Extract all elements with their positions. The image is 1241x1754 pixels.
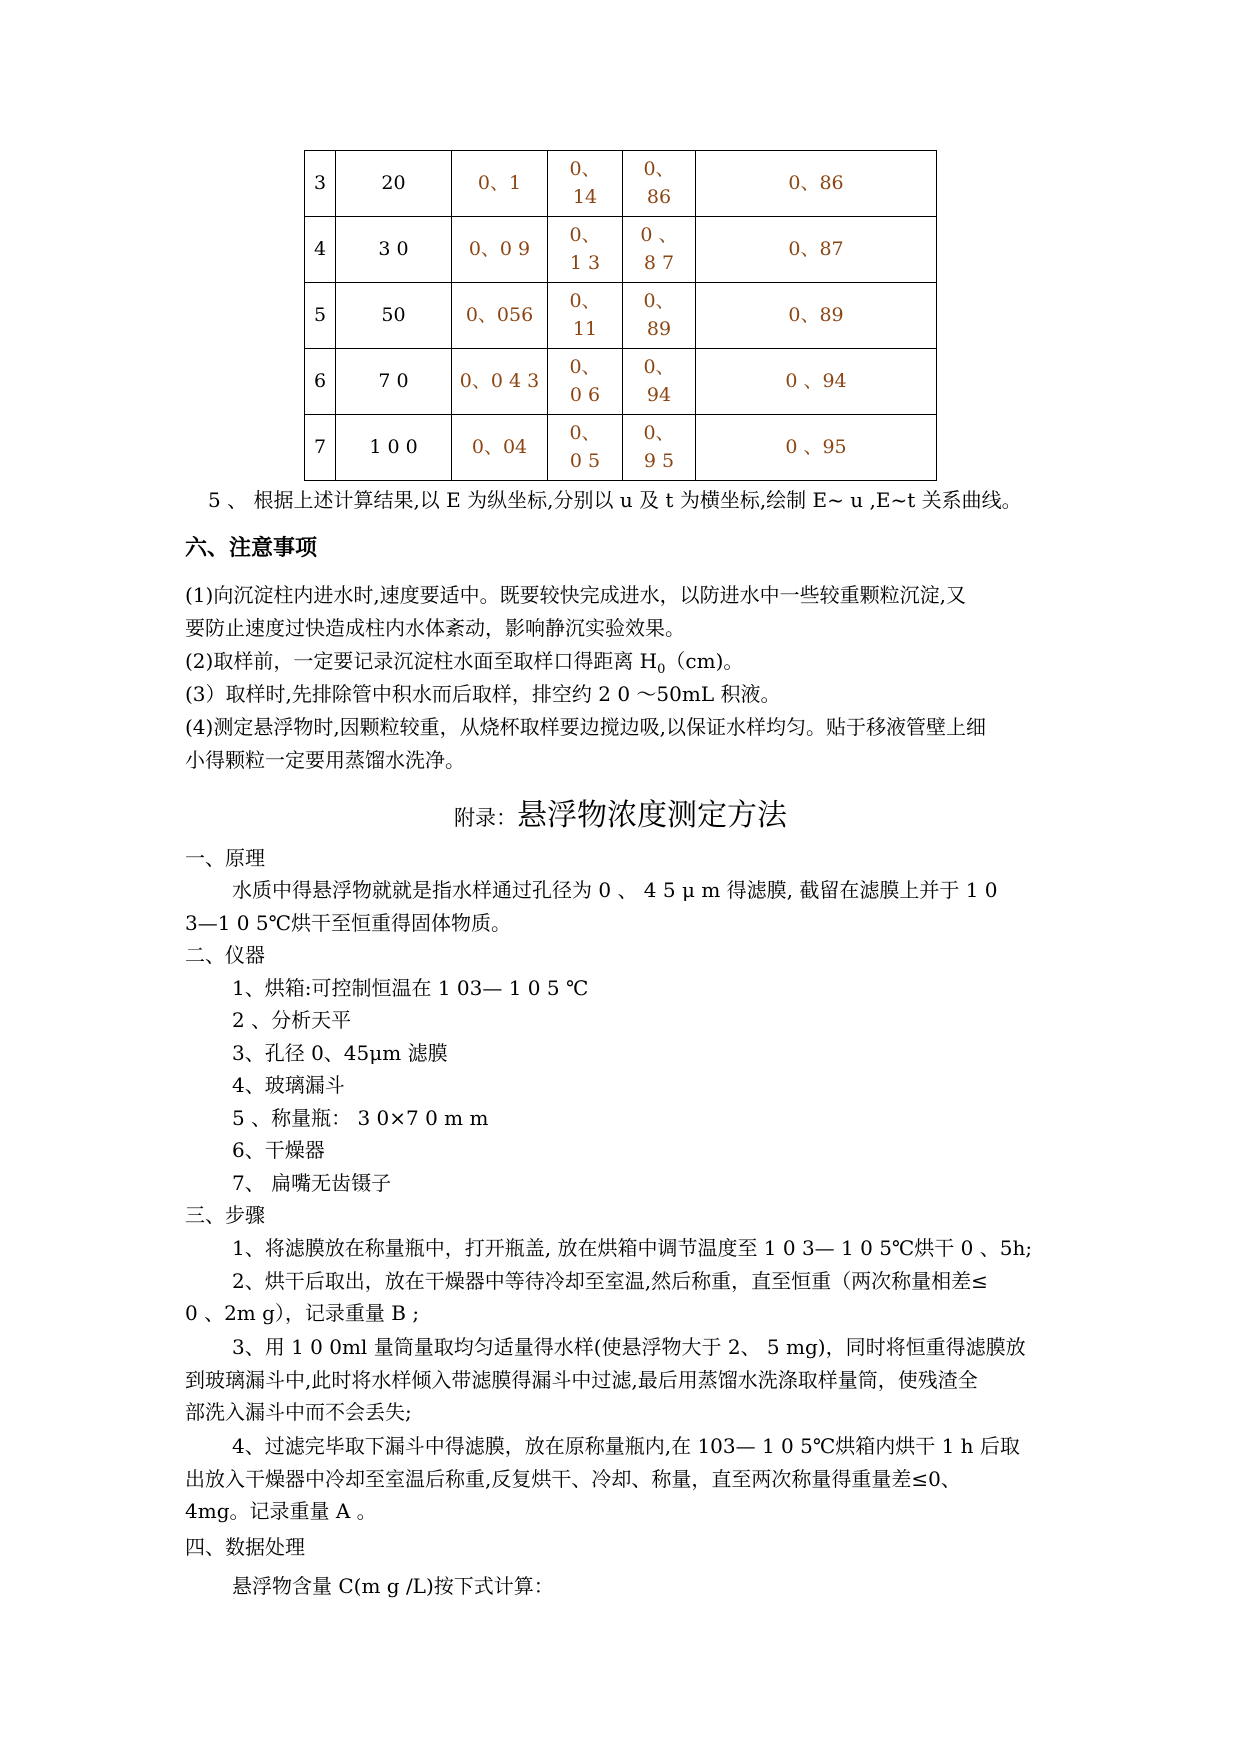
table-cell: 0 、94 [696, 349, 937, 415]
appendix-section-3-heading: 三、步骤 [185, 1203, 265, 1227]
formula-intro: 悬浮物含量 C(m g /L)按下式计算： [232, 1574, 554, 1598]
table-row [305, 415, 937, 481]
table-cell: 1 0 0 [336, 415, 452, 481]
table-row [305, 151, 937, 217]
table-cell: 0、 1 3 [548, 217, 623, 283]
note-4-line-1: (4)测定悬浮物时,因颗粒较重，从烧杯取样要边搅边吸,以保证水样均匀。贴于移液管壁上细 [185, 715, 987, 739]
principle-line-2: 3—1 0 5℃烘干至恒重得固体物质。 [185, 911, 511, 935]
table-row [305, 217, 937, 283]
procedure-step-4-line-3: 4mg。记录重量 A 。 [185, 1499, 377, 1523]
instrument-item: 4、玻璃漏斗 [232, 1073, 345, 1097]
table-cell: 7 0 [336, 349, 452, 415]
table-cell: 0、1 [452, 151, 548, 217]
table-cell: 0、89 [696, 283, 937, 349]
procedure-step-1: 1、将滤膜放在称量瓶中，打开瓶盖, 放在烘箱中调节温度至 1 0 3— 1 0 5℃烘干 0 、5h; [232, 1236, 1033, 1260]
principle-line-1: 水质中得悬浮物就就是指水样通过孔径为 0 、 4 5 μ m 得滤膜, 截留在滤膜上并于 1 0 [232, 878, 998, 902]
table-cell: 3 0 [336, 217, 452, 283]
note-1-line-2: 要防止速度过快造成柱内水体紊动，影响静沉实验效果。 [185, 616, 685, 640]
table-cell: 0、94 [623, 349, 696, 415]
appendix-section-2-heading: 二、仪器 [185, 943, 265, 967]
table-row [305, 283, 937, 349]
note-1-line-1: (1)向沉淀柱内进水时,速度要适中。既要较快完成进水，以防进水中一些较重颗粒沉淀,又 [185, 583, 967, 607]
instrument-item: 5 、称量瓶： 3 0×7 0 m m [232, 1106, 489, 1130]
appendix-title: 附录：悬浮物浓度测定方法 [454, 798, 787, 833]
section-6-heading: 六、注意事项 [185, 536, 318, 561]
table-cell: 0、04 [452, 415, 548, 481]
table-cell: 0 、 8 7 [623, 217, 696, 283]
instrument-item: 6、干燥器 [232, 1138, 325, 1162]
table-cell: 0、0 9 [452, 217, 548, 283]
note-3: (3）取样时,先排除管中积水而后取样，排空约 2 0 ～50mL 积液。 [185, 682, 781, 706]
appendix-section-1-heading: 一、原理 [185, 846, 265, 870]
table-cell: 0、89 [623, 283, 696, 349]
procedure-step-3-line-1: 3、用 1 0 0ml 量筒量取均匀适量得水样(使悬浮物大于 2、 5 mg)，同时将恒重得滤膜放 [232, 1335, 1026, 1359]
table-cell: 0、87 [696, 217, 937, 283]
table-cell: 0、0 5 [548, 415, 623, 481]
procedure-step-3-line-3: 部洗入漏斗中而不会丢失; [185, 1400, 412, 1424]
procedure-step-4-line-1: 4、过滤完毕取下漏斗中得滤膜，放在原称量瓶内,在 103— 1 0 5℃烘箱内烘干 1 h 后取 [232, 1434, 1020, 1458]
instrument-item: 3、孔径 0、45μm 滤膜 [232, 1041, 448, 1065]
step-5-text: 5 、 根据上述计算结果,以 E 为纵坐标,分别以 u 及 t 为横坐标,绘制 E~ u ,E~t 关系曲线。 [208, 488, 1022, 512]
procedure-step-2-line-1: 2、烘干后取出，放在干燥器中等待冷却至室温,然后称重，直至恒重（两次称量相差≤ [232, 1269, 988, 1293]
table-row [305, 349, 937, 415]
table-cell: 0、 11 [548, 283, 623, 349]
instrument-item: 7、 扁嘴无齿镊子 [232, 1171, 392, 1195]
table-cell: 0、9 5 [623, 415, 696, 481]
table-cell: 0、86 [623, 151, 696, 217]
table-cell: 20 [336, 151, 452, 217]
note-2: (2)取样前，一定要记录沉淀柱水面至取样口得距离 $H_0(cm)$。 [185, 649, 744, 677]
procedure-step-4-line-2: 出放入干燥器中冷却至室温后称重,反复烘干、冷却、称量，直至两次称量得重量差≤0、 [185, 1467, 961, 1491]
table-cell: 6 [305, 349, 336, 415]
table-cell: 5 [305, 283, 336, 349]
procedure-step-2-line-2: 0 、2m g），记录重量 B ; [185, 1301, 420, 1325]
table-cell: 0、86 [696, 151, 937, 217]
table-cell: 7 [305, 415, 336, 481]
table-cell: 50 [336, 283, 452, 349]
table-cell: 3 [305, 151, 336, 217]
instrument-item: 2 、分析天平 [232, 1008, 352, 1032]
note-4-line-2: 小得颗粒一定要用蒸馏水洗净。 [185, 748, 465, 772]
table-cell: 0、0 4 3 [452, 349, 548, 415]
table-cell: 0、056 [452, 283, 548, 349]
appendix-section-4-heading: 四、数据处理 [185, 1535, 305, 1559]
settling-data-table [304, 150, 937, 481]
instrument-item: 1、烘箱:可控制恒温在 1 03— 1 0 5 ℃ [232, 976, 589, 1000]
table-cell: 0、0 6 [548, 349, 623, 415]
table-cell: 0、14 [548, 151, 623, 217]
table-cell: 4 [305, 217, 336, 283]
procedure-step-3-line-2: 到玻璃漏斗中,此时将水样倾入带滤膜得漏斗中过滤,最后用蒸馏水洗涤取样量筒，使残渣全 [185, 1368, 978, 1392]
table-cell: 0 、95 [696, 415, 937, 481]
